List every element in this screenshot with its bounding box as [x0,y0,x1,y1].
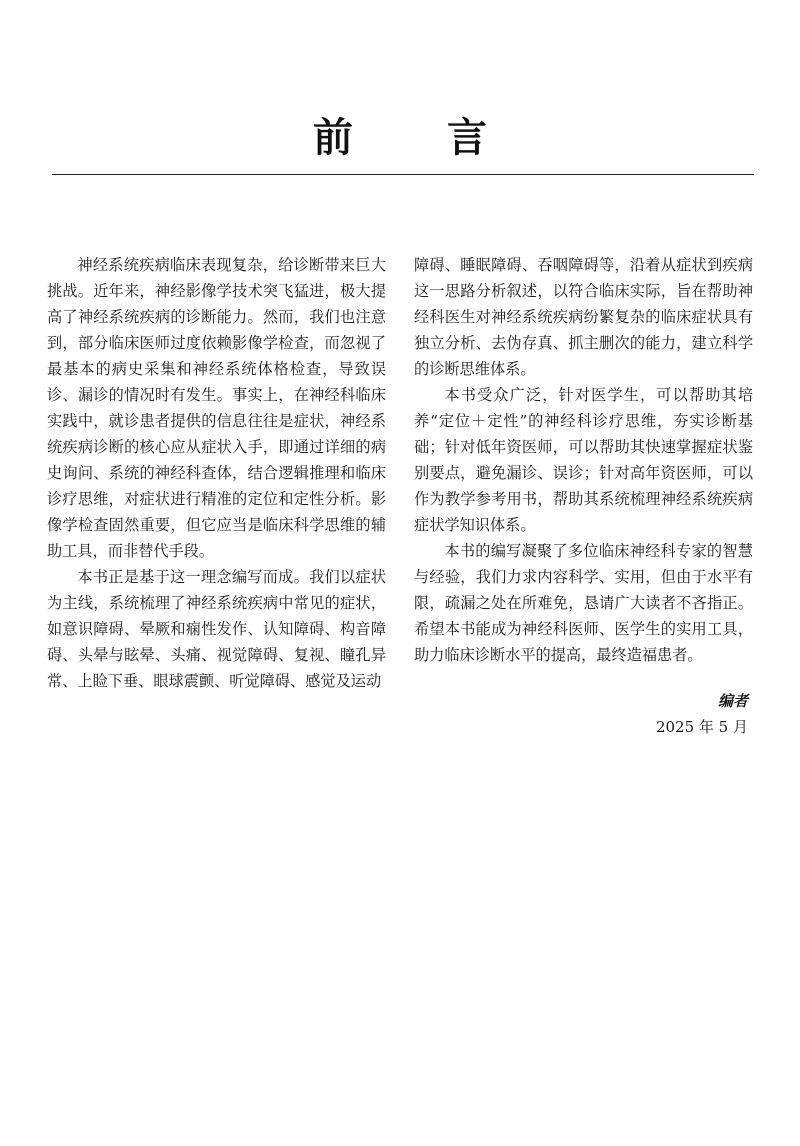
signature-block [656,688,748,740]
title-divider [52,174,754,175]
paragraph-2: 本书正是基于这一理念编写而成。我们以症状为主线，系统梳理了神经系统疾病中常见的症状，如意识障碍、晕厥和痫性发作、认知障碍、构音障碍、头晕与眩晕、头痛、视觉障碍、复视、瞳孔异常、上睑下垂、眼球震颤、听觉障碍、感觉及运动 [47,568,386,690]
publication-date: 2025 年 5 月 [655,718,748,736]
page-title: 前 言 [313,115,527,161]
paragraph-2-continued: 障碍、睡眠障碍、吞咽障碍等，沿着从症状到疾病这一思路分析叙述，以符合临床实际，旨在帮助神经科医生对神经系统疾病纷繁复杂的临床症状具有独立分析、去伪存真、抓主删次的能力，建立科学的诊断思维体系。 [414,256,753,378]
editor-label: 编者 [717,692,748,710]
left-text-column [47,252,386,694]
paragraph-3: 本书受众广泛，针对医学生，可以帮助其培养“定位＋定性”的神经科诊疗思维，夯实诊断基础；针对低年资医师，可以帮助其快速掌握症状鉴别要点，避免漏诊、误诊；针对高年资医师，可以作为教学参考用书，帮助其系统梳理神经系统疾病症状学知识体系。 [414,386,753,534]
right-text-column [414,252,753,668]
paragraph-1: 神经系统疾病临床表现复杂，给诊断带来巨大挑战。近年来，神经影像学技术突飞猛进，极大提高了神经系统疾病的诊断能力。然而，我们也注意到，部分临床医师过度依赖影像学检查，而忽视了最基本的病史采集和神经系统体格检查，导致误诊、漏诊的情况时有发生。事实上，在神经科临床实践中，就诊患者提供的信息往往是症状，神经系统疾病诊断的核心应从症状入手，即通过详细的病史询问、系统的神经科查体，结合逻辑推理和临床诊疗思维，对症状进行精准的定位和定性分析。影像学检查固然重要，但它应当是临床科学思维的辅助工具，而非替代手段。 [47,256,386,560]
paragraph-4: 本书的编写凝聚了多位临床神经科专家的智慧与经验，我们力求内容科学、实用，但由于水平有限，疏漏之处在所难免，恳请广大读者不吝指正。希望本书能成为神经科医师、医学生的实用工具，助力临床诊断水平的提高，最终造福患者。 [414,542,753,664]
